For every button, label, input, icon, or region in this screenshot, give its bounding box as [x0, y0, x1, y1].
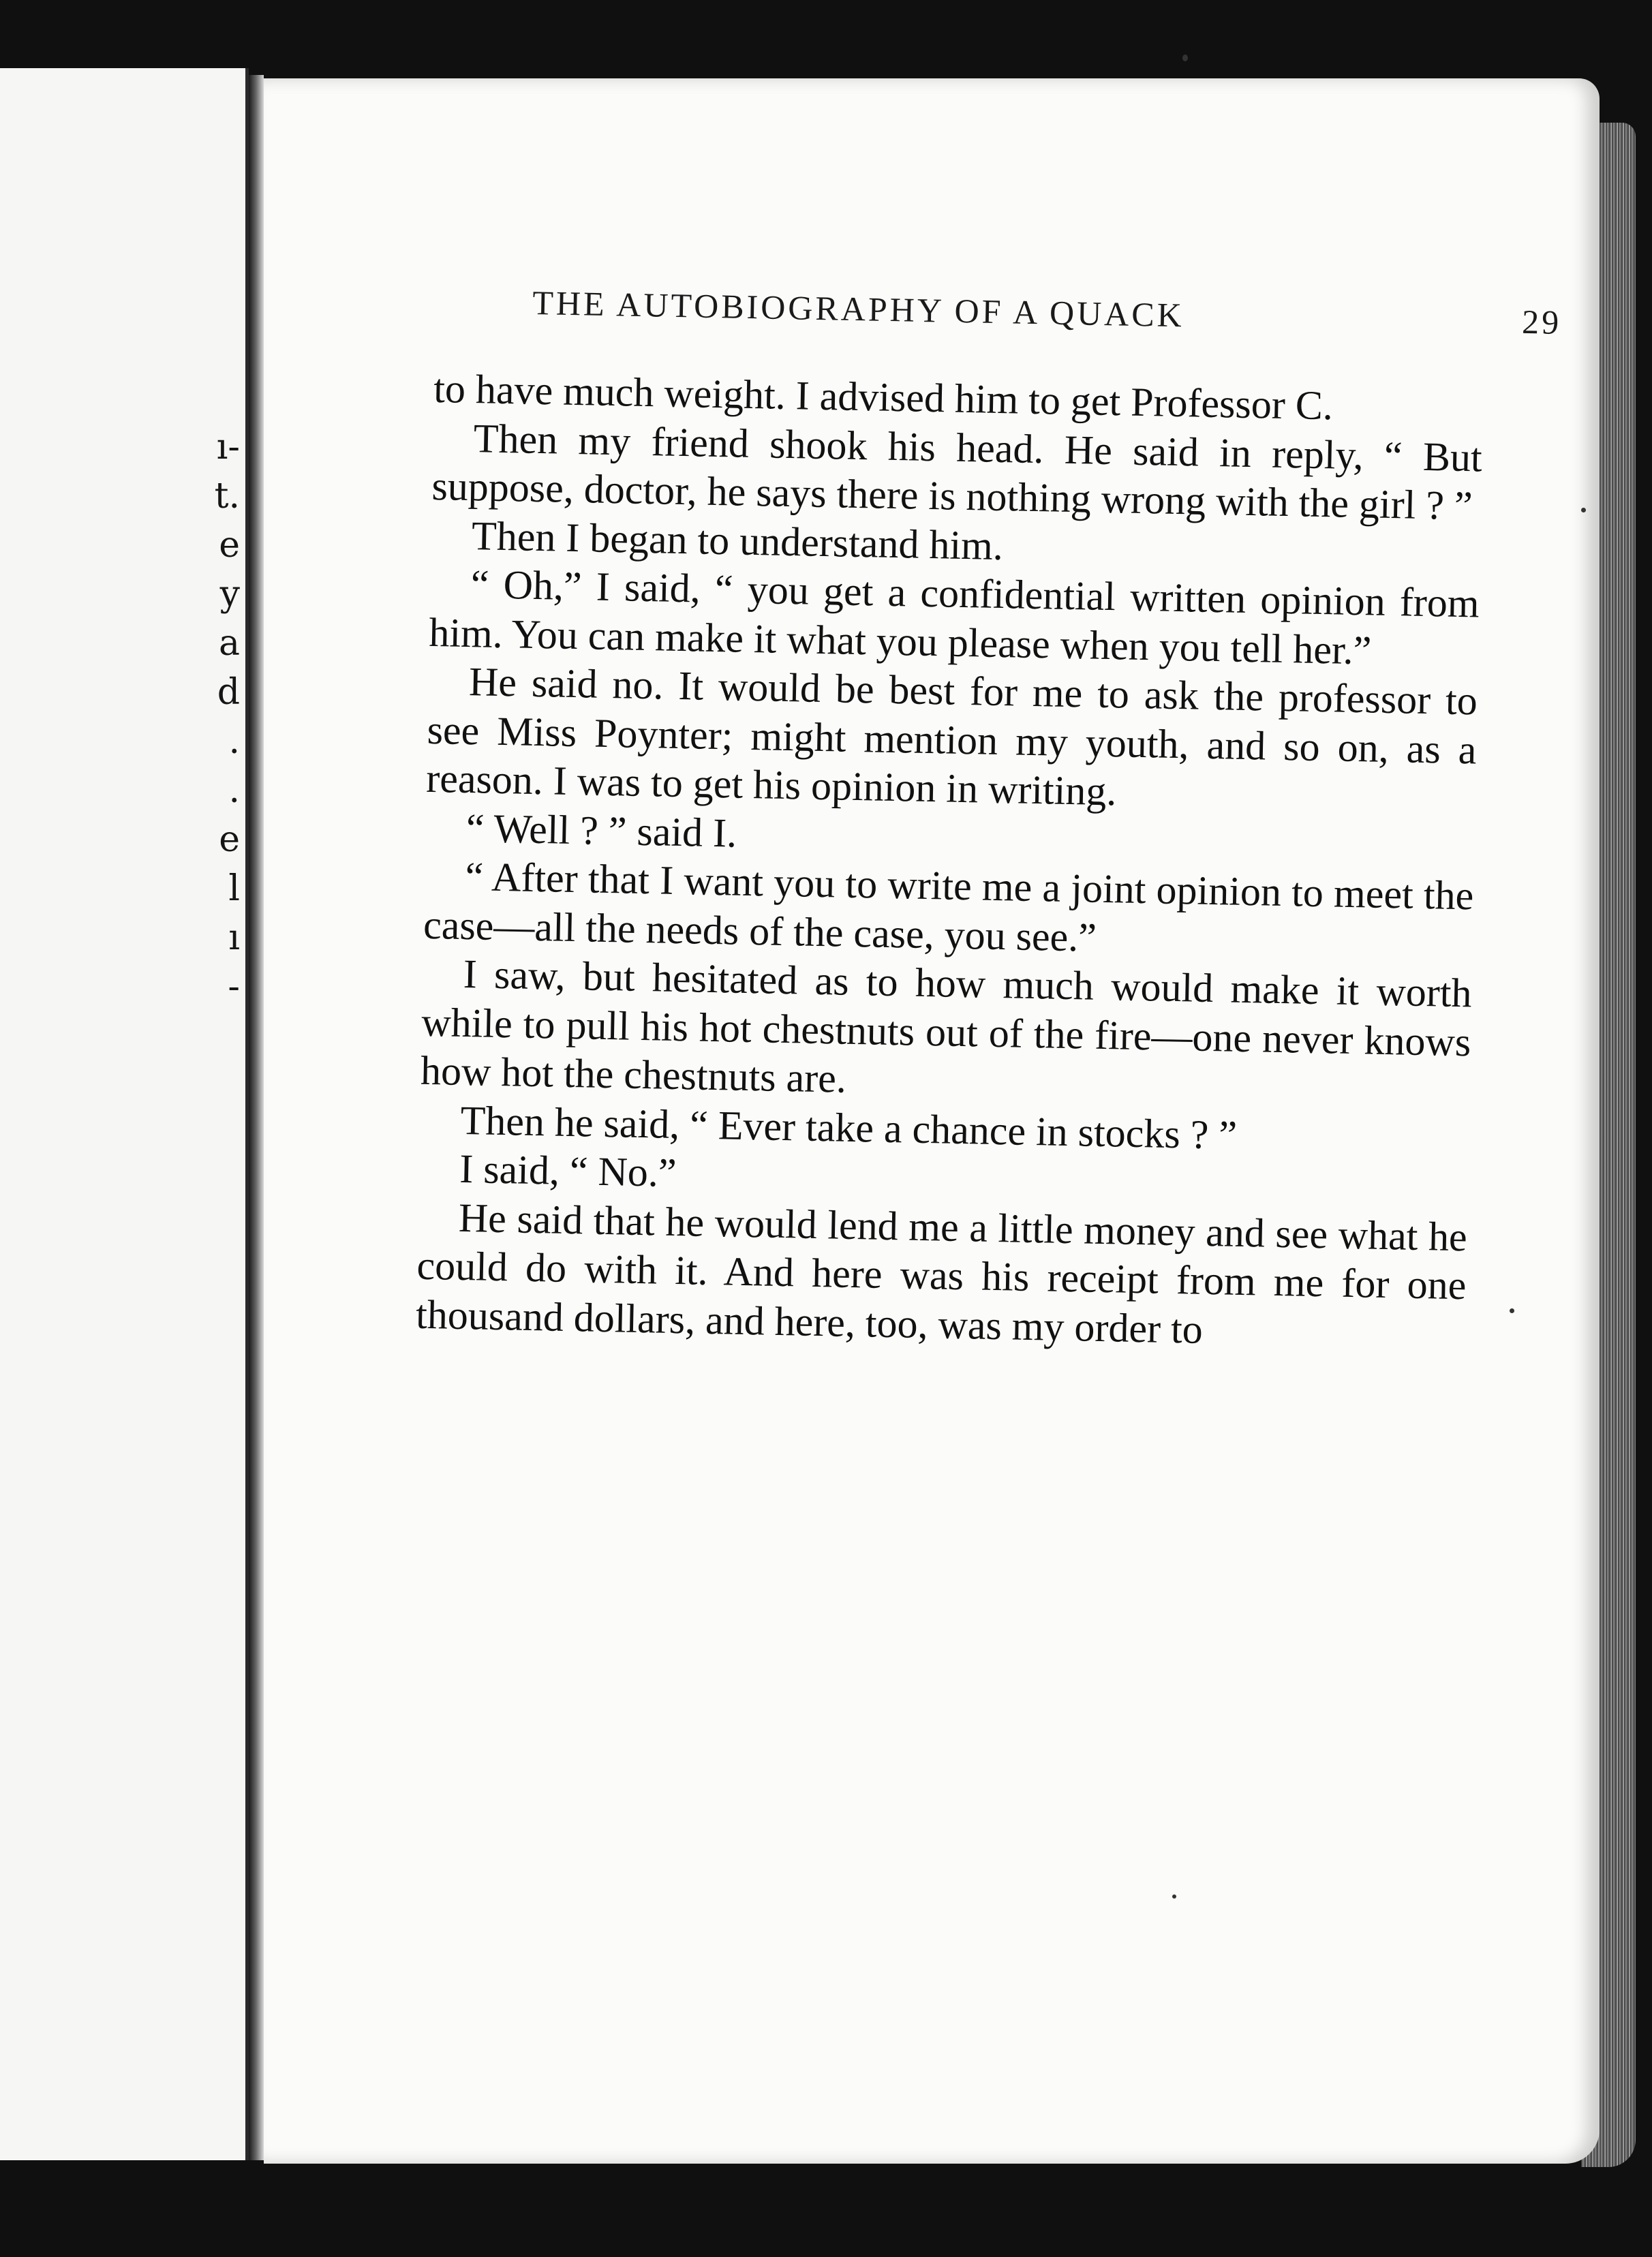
page-number: 29: [1521, 302, 1562, 341]
margin-fragment: l: [228, 868, 240, 909]
margin-fragment: y: [219, 574, 240, 615]
margin-fragment: .: [228, 721, 240, 762]
margin-fragment: d: [217, 672, 240, 713]
paragraph: “ After that I want you to write me a joint opinion to meet the case—all the needs of the case, you see.”: [423, 854, 1474, 960]
paragraph: “ Oh,” I said, “ you get a confidential written opinion from him. You can make it what you please when you tell her.”: [428, 562, 1480, 673]
paragraph: He said that he would lend me a little money and see what he could do with it. And here was his receipt from me for one thousand dollars, and here, too, was my order to: [415, 1195, 1468, 1352]
running-head-title: THE AUTOBIOGRAPHY OF A QUACK: [532, 283, 1185, 335]
margin-fragment: t.: [214, 476, 240, 517]
paragraph: I saw, but hesitated as to how much would make it worth while to pull his hot chestnuts out of the fire—one never knows how hot the chestnuts are.: [420, 951, 1473, 1101]
paragraph: “ Well ? ” said I.: [465, 805, 737, 856]
book-gutter: [249, 75, 264, 2160]
paragraph: to have much weight. I advised him to get Professor C.: [433, 365, 1334, 429]
running-head: [532, 283, 1562, 342]
body-text: [416, 365, 1484, 1359]
paragraph: He said no. It would be best for me to ask the professor to see Miss Poynter; might mention my youth, and so on, as a reason. I was to get his opinion in writing.: [425, 659, 1478, 814]
margin-fragment: .: [228, 770, 240, 811]
paragraph: Then my friend shook his head. He said in reply, “ But suppose, doctor, he says there is nothing wrong with the girl ? ”: [431, 415, 1483, 529]
margin-fragment: e: [219, 819, 240, 860]
paragraph: I said, “ No.”: [459, 1146, 677, 1196]
margin-fragment: -: [228, 966, 240, 1007]
left-page-margin-fragments: [199, 423, 240, 1011]
paragraph: Then I began to understand him.: [471, 512, 1004, 568]
paragraph: Then he said, “ Ever take a chance in stocks ? ”: [460, 1097, 1238, 1158]
right-page: [264, 78, 1600, 2164]
margin-fragment: e: [219, 525, 240, 566]
margin-fragment: a: [218, 623, 240, 664]
left-page-fragment: [0, 68, 249, 2160]
margin-fragment: ı: [228, 917, 240, 958]
margin-fragment: ı-: [216, 427, 240, 467]
dust-speck: [1182, 55, 1188, 61]
